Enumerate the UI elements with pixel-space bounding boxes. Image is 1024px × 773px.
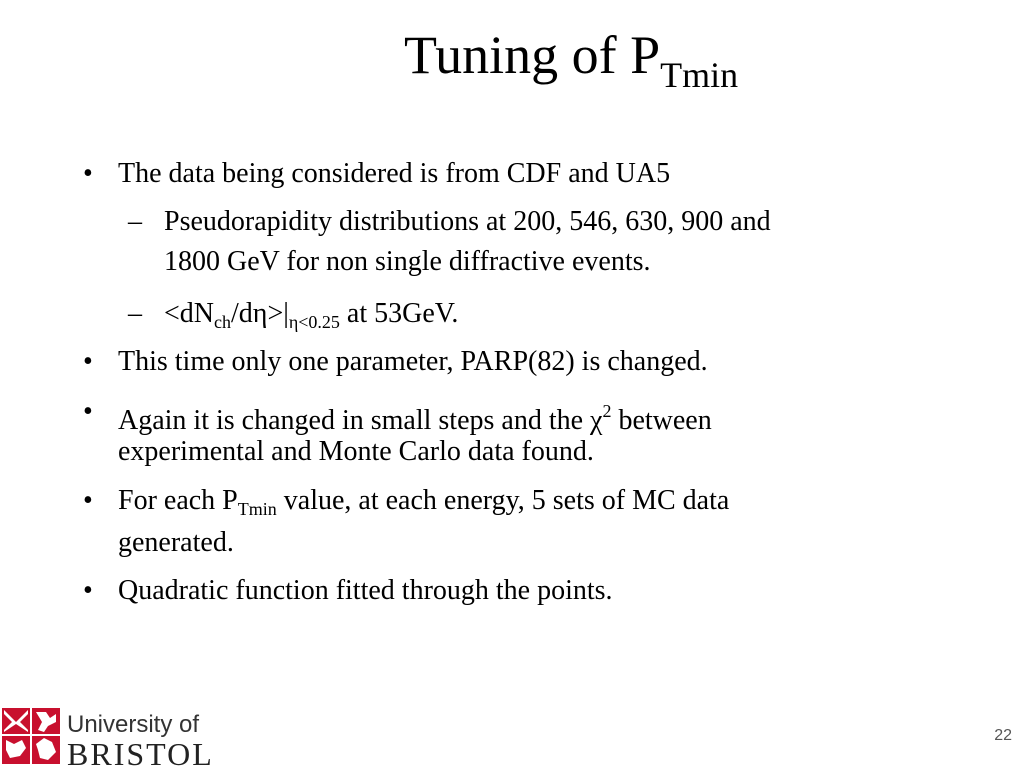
bullet-3-line1: Again it is changed in small steps and the $\chi^2$ between xyxy=(118,401,712,436)
bullet-4-line2: generated. xyxy=(118,527,234,558)
bullet-marker: • xyxy=(83,575,93,606)
sub-bullet-1-line2: 1800 GeV for non single diffractive events. xyxy=(164,246,651,277)
bullet-1: The data being considered is from CDF and UA5 xyxy=(118,158,671,189)
dash-marker: – xyxy=(128,298,142,329)
bullet-marker: • xyxy=(83,158,93,189)
bullet-marker: • xyxy=(83,346,93,377)
logo-text-university: University of xyxy=(67,711,200,738)
bullet-2: This time only one parameter, PARP(82) is changed. xyxy=(118,346,708,377)
bullet-5: Quadratic function fitted through the points. xyxy=(118,575,613,606)
sub-bullet-2: $<dN_{ch}/d\eta>|_{\eta<0.25}$ at 53GeV. xyxy=(164,298,459,332)
logo-text-bristol: BRISTOL xyxy=(67,736,214,772)
slide-title: Tuning of $P_{Tmin}$ xyxy=(404,25,739,95)
bullet-marker: • xyxy=(83,396,93,427)
crest-icon xyxy=(2,708,60,764)
dash-marker: – xyxy=(128,206,142,237)
sub-bullet-1-line1: Pseudorapidity distributions at 200, 546, 630, 900 and xyxy=(164,206,771,237)
bullet-marker: • xyxy=(83,485,93,516)
bullet-3-line2: experimental and Monte Carlo data found. xyxy=(118,436,594,467)
bullet-4-line1: For each $P_{Tmin}$ value, at each energy, 5 sets of MC data xyxy=(118,485,730,519)
page-number: 22 xyxy=(994,727,1012,744)
